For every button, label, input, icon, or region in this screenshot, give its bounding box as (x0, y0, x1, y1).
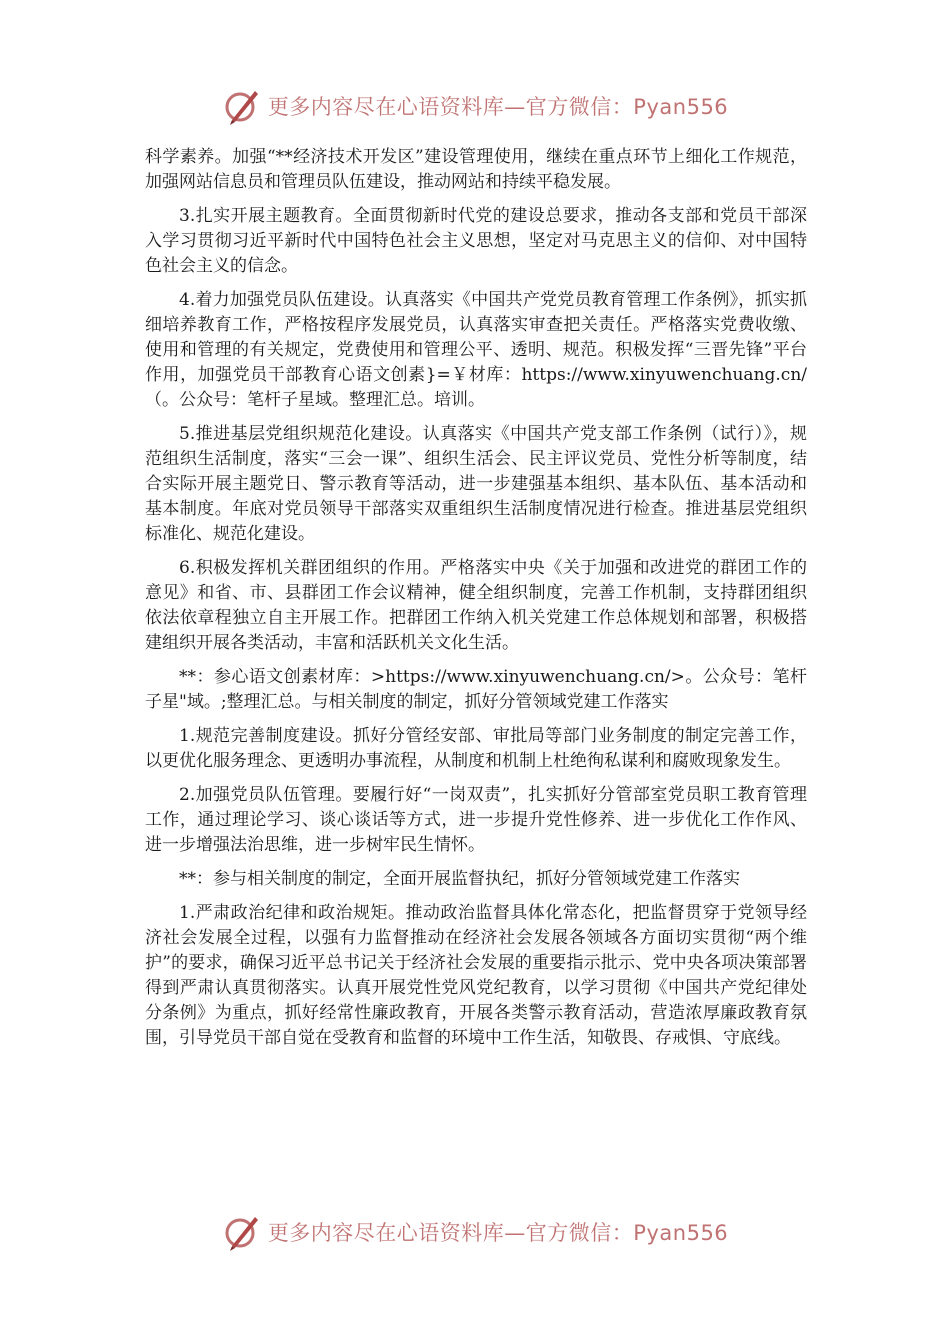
pen-logo-icon (222, 1212, 262, 1252)
paragraph: 5.推进基层党组织规范化建设。认真落实《中国共产党支部工作条例（试行）》，规范组织生活制度，落实“三会一课”、组织生活会、民主评议党员、党性分析等制度，结合实际开展主题党日、警示教育等活动，进一步建强基本组织、基本队伍、基本活动和基本制度。年底对党员领导干部落实双重组织生活制度情况进行检查。推进基层党组织标准化、规范化建设。 (145, 424, 807, 544)
banner-text: 更多内容尽在心语资料库—官方微信：Pyan556 (267, 95, 729, 119)
document-body (145, 145, 807, 1060)
footer-banner (0, 1210, 950, 1254)
banner-text: 更多内容尽在心语资料库—官方微信：Pyan556 (267, 1221, 729, 1245)
pen-logo-icon (222, 86, 262, 126)
paragraph: 1.严肃政治纪律和政治规矩。推动政治监督具体化常态化，把监督贯穿于党领导经济社会发展全过程，以强有力监督推动在经济社会发展各领域各方面切实贯彻“两个维护”的要求，确保习近平总书记关于经济社会发展的重要指示批示、党中央各项决策部署得到严肃认真贯彻落实。认真开展党性党风党纪教育，以学习贯彻《中国共产党纪律处分条例》为重点，抓好经常性廉政教育，开展各类警示教育活动，营造浓厚廉政教育氛围，引导党员干部自觉在受教育和监督的环境中工作生活，知敬畏、存戒惧、守底线。 (145, 903, 807, 1048)
paragraph: 2.加强党员队伍管理。要履行好“一岗双责”，扎实抓好分管部室党员职工教育管理工作，通过理论学习、谈心谈话等方式，进一步提升党性修养、进一步优化工作作风、进一步增强法治思维，进一步树牢民生情怀。 (145, 785, 807, 855)
paragraph: 1.规范完善制度建设。抓好分管经安部、审批局等部门业务制度的制定完善工作，以更优化服务理念、更透明办事流程，从制度和机制上杜绝徇私谋利和腐败现象发生。 (145, 726, 807, 771)
paragraph: 6.积极发挥机关群团组织的作用。严格落实中央《关于加强和改进党的群团工作的意见》和省、市、县群团工作会议精神，健全组织制度，完善工作机制，支持群团组织依法依章程独立自主开展工作。把群团工作纳入机关党建工作总体规划和部署，积极搭建组织开展各类活动，丰富和活跃机关文化生活。 (145, 558, 807, 653)
paragraph: 科学素养。加强“**经济技术开发区”建设管理使用，继续在重点环节上细化工作规范，加强网站信息员和管理员队伍建设，推动网站和持续平稳发展。 (145, 147, 807, 192)
paragraph: 4.着力加强党员队伍建设。认真落实《中国共产党党员教育管理工作条例》，抓实抓细培养教育工作，严格按程序发展党员，认真落实审查把关责任。严格落实党费收缴、使用和管理的有关规定，党费使用和管理公平、透明、规范。积极发挥“三晋先锋”平台作用，加强党员干部教育心语文创素}=￥材库：https://www.xinyuwenchuang.cn/（。公众号：笔杆子星域。整理汇总。培训。 (145, 290, 807, 410)
paragraph: 3.扎实开展主题教育。全面贯彻新时代党的建设总要求，推动各支部和党员干部深入学习贯彻习近平新时代中国特色社会主义思想，坚定对马克思主义的信仰、对中国特色社会主义的信念。 (145, 206, 807, 276)
section-heading: **：参与相关制度的制定，全面开展监督执纪，抓好分管领域党建工作落实 (179, 869, 740, 889)
paragraph: **：参心语文创素材库：>https://www.xinyuwenchuang.cn/>。公众号：笔杆子星"域。;整理汇总。与相关制度的制定，抓好分管领域党建工作落实 (145, 667, 807, 712)
header-banner (0, 84, 950, 128)
